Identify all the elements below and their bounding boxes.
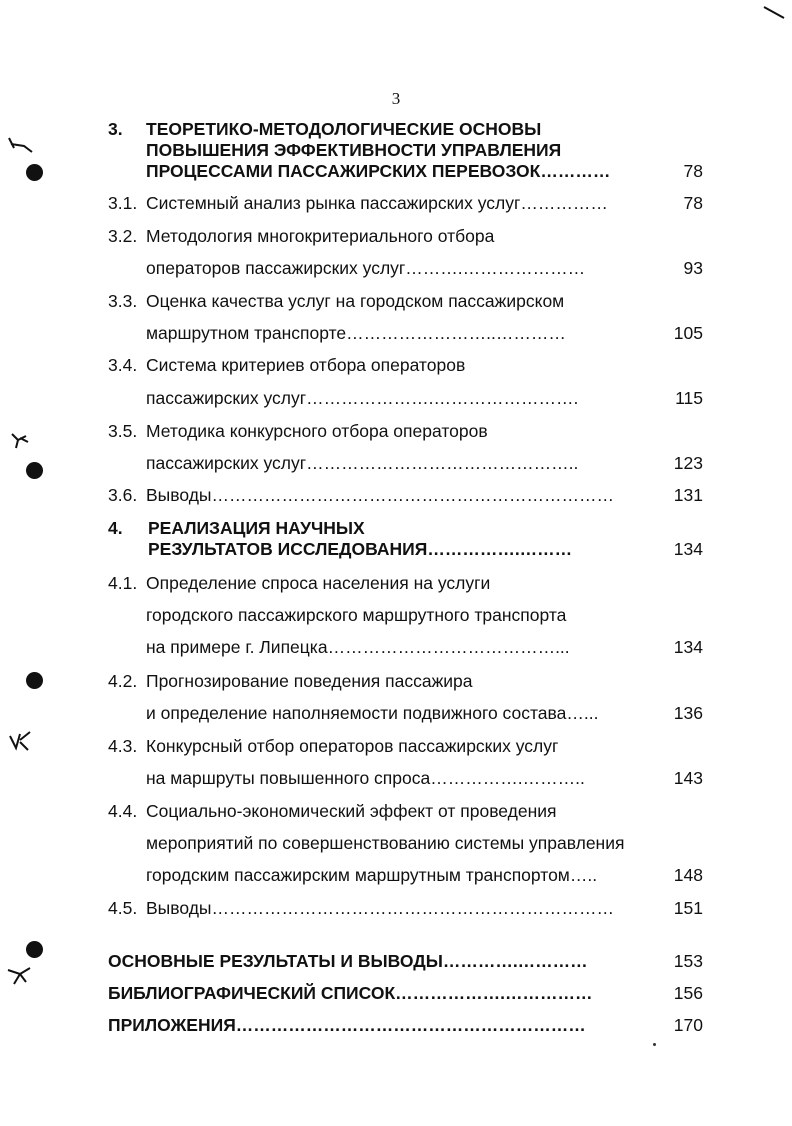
toc-page: 78 [683, 161, 703, 181]
toc-number: 3. [108, 119, 123, 139]
page-number: 3 [391, 89, 401, 108]
toc-title-line: городским пассажирским маршрутным транспортом….. [146, 865, 598, 885]
toc-title-line: мероприятий по совершенствованию системы управления [146, 833, 625, 853]
toc-page: 78 [683, 193, 703, 213]
scan-mark [6, 728, 36, 756]
toc-title-line: ТЕОРЕТИКО-МЕТОДОЛОГИЧЕСКИЕ ОСНОВЫ [146, 119, 542, 139]
toc-title-line: БИБЛИОГРАФИЧЕСКИЙ СПИСОК……………….…………… [108, 983, 593, 1003]
toc-title-line: Системный анализ рынка пассажирских услуг…………… [146, 193, 608, 213]
toc-page: 153 [673, 951, 703, 971]
toc-number: 4.1. [108, 573, 138, 593]
binder-hole [26, 941, 43, 958]
toc-title-line: Социально-экономический эффект от проведения [146, 801, 557, 821]
binder-hole [26, 672, 43, 689]
toc-title-line: РЕАЛИЗАЦИЯ НАУЧНЫХ [148, 518, 365, 538]
toc-title-line: операторов пассажирских услуг……….………………… [146, 258, 586, 278]
toc-title-line: Конкурсный отбор операторов пассажирских услуг [146, 736, 559, 756]
toc-title-line: пассажирских услуг……………………………………….. [146, 453, 579, 473]
scan-mark [762, 4, 788, 22]
toc-title-line: ПРИЛОЖЕНИЯ…………………………………………………… [108, 1015, 586, 1035]
toc-number: 4.2. [108, 671, 138, 691]
toc-title-line: РЕЗУЛЬТАТОВ ИССЛЕДОВАНИЯ…………….……… [148, 539, 573, 559]
toc-page: 148 [673, 865, 703, 885]
toc-title-line: Система критериев отбора операторов [146, 355, 466, 375]
toc-page: 105 [673, 323, 703, 343]
toc-title-line: на маршруты повышенного спроса…………….……….. [146, 768, 585, 788]
scan-speck [653, 1043, 656, 1046]
toc-number: 4.3. [108, 736, 138, 756]
scan-mark [6, 428, 32, 450]
toc-number: 3.5. [108, 421, 138, 441]
toc-page: 151 [673, 898, 703, 918]
toc-page: 170 [673, 1015, 703, 1035]
toc-number: 3.6. [108, 485, 138, 505]
toc-title-line: и определение наполняемости подвижного состава…... [146, 703, 599, 723]
toc-page: 136 [673, 703, 703, 723]
toc-title-line: ПРОЦЕССАМИ ПАССАЖИРСКИХ ПЕРЕВОЗОК………… [146, 161, 611, 181]
toc-page: 115 [675, 388, 703, 408]
toc-title-line: Прогнозирование поведения пассажира [146, 671, 473, 691]
toc-number: 3.4. [108, 355, 138, 375]
toc-title-line: Выводы…………………………………………………………… [146, 485, 614, 505]
toc-number: 3.1. [108, 193, 138, 213]
toc-page: 156 [673, 983, 703, 1003]
toc-title-line: Методика конкурсного отбора операторов [146, 421, 488, 441]
toc-page: 143 [673, 768, 703, 788]
toc-number: 3.2. [108, 226, 138, 246]
toc-number: 4. [108, 518, 123, 538]
binder-hole [26, 462, 43, 479]
toc-number: 4.4. [108, 801, 138, 821]
toc-title-line: Методология многокритериального отбора [146, 226, 495, 246]
toc-page: 134 [673, 539, 703, 559]
toc-page: 134 [673, 637, 703, 657]
toc-title-line: городского пассажирского маршрутного транспорта [146, 605, 567, 625]
scan-mark [6, 134, 36, 156]
toc-number: 3.3. [108, 291, 138, 311]
binder-hole [26, 164, 43, 181]
toc-page: 131 [673, 485, 703, 505]
toc-title-line: на примере г. Липецка…………………………………... [146, 637, 570, 657]
toc-title-line: ОСНОВНЫЕ РЕЗУЛЬТАТЫ И ВЫВОДЫ………….………… [108, 951, 588, 971]
toc-page: 93 [683, 258, 703, 278]
toc-number: 4.5. [108, 898, 138, 918]
scan-mark [4, 962, 34, 988]
toc-title-line: Выводы…………………………………………………………… [146, 898, 614, 918]
toc-title-line: Определение спроса населения на услуги [146, 573, 491, 593]
toc-title-line: Оценка качества услуг на городском пассажирском [146, 291, 565, 311]
toc-title-line: ПОВЫШЕНИЯ ЭФФЕКТИВНОСТИ УПРАВЛЕНИЯ [146, 140, 562, 160]
toc-page: 123 [673, 453, 703, 473]
toc-title-line: пассажирских услуг………………….……………………. [146, 388, 579, 408]
toc-title-line: маршрутном транспорте……………………..………… [146, 323, 566, 343]
